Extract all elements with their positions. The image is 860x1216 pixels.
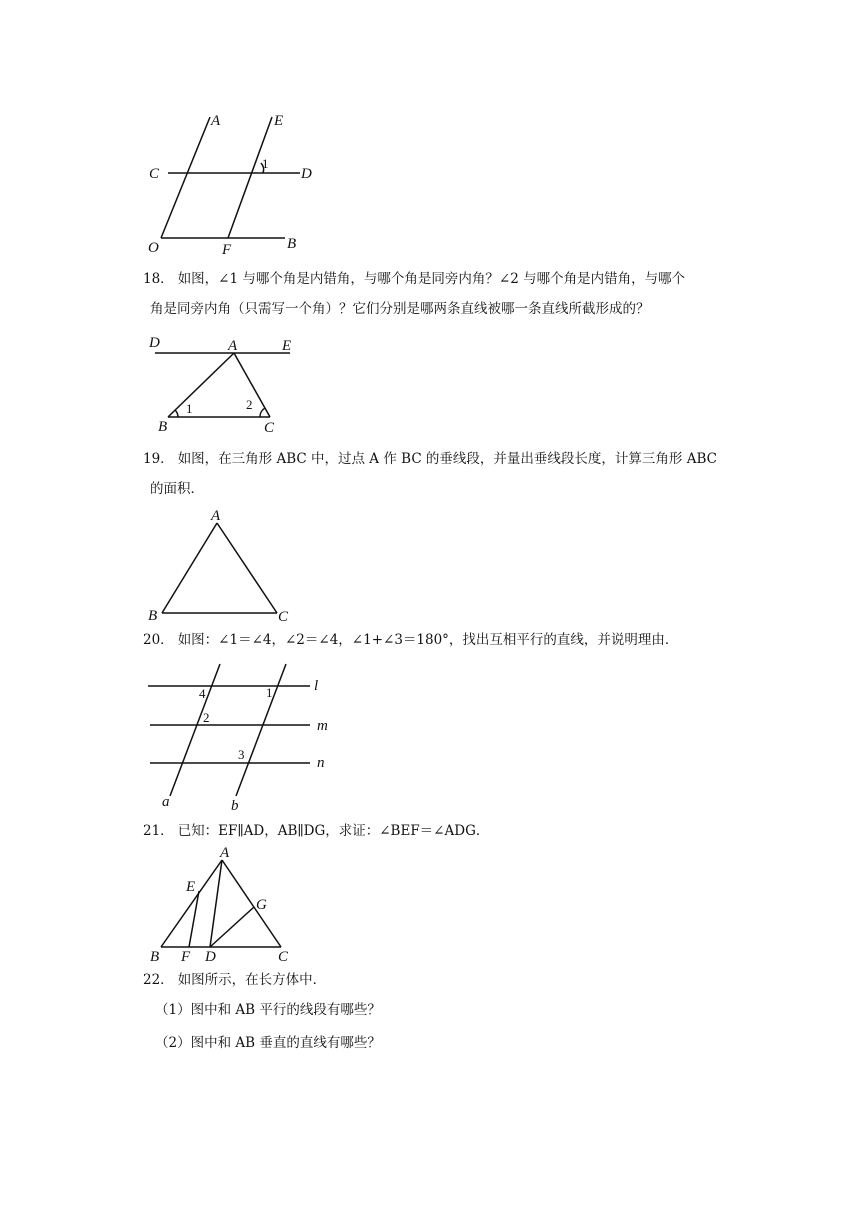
question-text-line: 如图，∠1 与哪个角是内错角，与哪个角是同旁内角？∠2 与哪个角是内错角，与哪个 bbox=[177, 271, 686, 287]
label-angle-1: 1 bbox=[186, 401, 193, 416]
label-b: b bbox=[231, 798, 239, 814]
angle-2-arc bbox=[260, 408, 265, 417]
label-d: D bbox=[301, 166, 312, 182]
question-text-line: 角是同旁内角（只需写一个角）？它们分别是哪两条直线被哪一条直线所截形成的？ bbox=[150, 301, 650, 317]
figure-q17 bbox=[140, 105, 320, 260]
question-text-line: 如图，在三角形 ABC 中，过点 A 作 BC 的垂线段，并量出垂线段长度，计算三角形 ABC bbox=[177, 451, 717, 467]
label-angle-2: 2 bbox=[246, 397, 253, 412]
figure-q21 bbox=[140, 843, 310, 965]
question-number: 18． bbox=[143, 271, 174, 287]
question-number: 20． bbox=[143, 632, 174, 648]
label-a: A bbox=[211, 508, 221, 524]
line-fe bbox=[228, 117, 272, 238]
label-c: C bbox=[278, 949, 289, 965]
line-ad bbox=[210, 860, 222, 947]
label-c: C bbox=[278, 609, 289, 625]
label-d: D bbox=[205, 949, 216, 965]
question-22-part-2: （2）图中和 AB 垂直的直线有哪些？ bbox=[155, 1035, 381, 1051]
question-text-line: 如图：∠1＝∠4，∠2＝∠4，∠1+∠3＝180°，找出互相平行的直线，并说明理由． bbox=[177, 632, 679, 648]
label-l: l bbox=[314, 678, 319, 694]
label-angle-2: 2 bbox=[203, 710, 210, 725]
question-22 bbox=[143, 965, 743, 995]
line-oa bbox=[161, 117, 210, 238]
label-m: m bbox=[317, 718, 328, 734]
line-ab bbox=[168, 353, 234, 417]
label-b: B bbox=[287, 236, 297, 252]
question-text-line: 如图所示，在长方体中． bbox=[177, 972, 327, 988]
line-ac bbox=[222, 860, 281, 947]
label-angle-1: 1 bbox=[262, 156, 269, 171]
label-d: D bbox=[149, 335, 160, 351]
label-a: A bbox=[211, 113, 221, 129]
line-ab bbox=[162, 523, 217, 613]
label-c: C bbox=[149, 166, 160, 182]
label-a: A bbox=[220, 845, 230, 861]
label-c: C bbox=[264, 420, 275, 433]
question-number: 19． bbox=[143, 451, 174, 467]
line-a bbox=[170, 664, 220, 796]
question-text-line: 的面积． bbox=[150, 481, 204, 497]
label-g: G bbox=[256, 897, 267, 913]
label-n: n bbox=[317, 755, 325, 771]
label-b: B bbox=[150, 949, 160, 965]
label-f: F bbox=[181, 949, 191, 965]
label-a: a bbox=[162, 794, 170, 810]
label-b: B bbox=[158, 419, 168, 433]
label-e: E bbox=[186, 879, 196, 895]
question-19 bbox=[143, 444, 743, 504]
question-number: 21． bbox=[143, 823, 174, 839]
question-20 bbox=[143, 625, 743, 655]
line-ac bbox=[217, 523, 277, 613]
label-angle-4: 4 bbox=[199, 686, 206, 701]
question-21 bbox=[143, 816, 743, 846]
question-22-part-1: （1）图中和 AB 平行的线段有哪些？ bbox=[155, 1002, 381, 1018]
label-a: A bbox=[228, 338, 238, 354]
label-angle-1: 1 bbox=[266, 685, 273, 700]
angle-1-arc bbox=[175, 410, 178, 417]
figure-q18 bbox=[140, 333, 310, 433]
label-e: E bbox=[274, 113, 284, 129]
figure-q20 bbox=[140, 660, 340, 818]
line-b bbox=[236, 664, 286, 796]
label-angle-3: 3 bbox=[238, 747, 245, 762]
label-o: O bbox=[148, 240, 159, 256]
label-b: B bbox=[148, 608, 158, 624]
question-number: 22． bbox=[143, 972, 174, 988]
figure-q19 bbox=[140, 505, 300, 625]
line-dg bbox=[210, 907, 254, 947]
question-text-line: 已知：EF∥AD，AB∥DG，求证：∠BEF＝∠ADG． bbox=[177, 823, 490, 839]
label-f: F bbox=[222, 242, 232, 258]
question-18 bbox=[143, 264, 743, 324]
label-e: E bbox=[282, 338, 292, 354]
